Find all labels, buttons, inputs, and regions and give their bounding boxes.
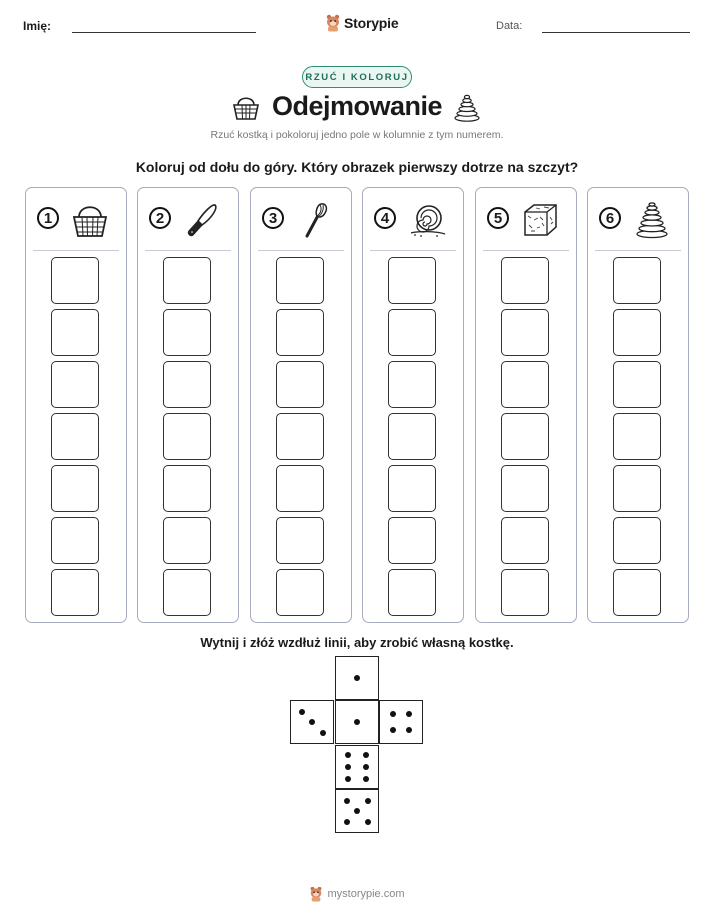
dice-pip (363, 764, 369, 770)
dice-pip (354, 675, 360, 681)
dice-pip (363, 752, 369, 758)
color-cell[interactable] (51, 413, 99, 460)
color-cell[interactable] (388, 257, 436, 304)
column-4 (362, 187, 464, 623)
column-divider (370, 250, 456, 251)
name-line[interactable] (72, 32, 256, 33)
color-cell[interactable] (613, 569, 661, 616)
dice-pip (345, 752, 351, 758)
dice-pip (344, 798, 350, 804)
dice-instruction: Wytnij i złóż wzdłuż linii, aby zrobić własną kostkę. (200, 635, 514, 650)
color-cell[interactable] (613, 257, 661, 304)
dice-pip (354, 808, 360, 814)
color-cell[interactable] (276, 569, 324, 616)
date-line[interactable] (542, 32, 690, 33)
color-cell[interactable] (276, 257, 324, 304)
color-cell[interactable] (501, 413, 549, 460)
name-label: Imię: (23, 19, 52, 33)
column-1 (25, 187, 127, 623)
dice-pip (363, 776, 369, 782)
color-cell[interactable] (163, 465, 211, 512)
color-cell[interactable] (51, 517, 99, 564)
column-header (476, 188, 576, 250)
whisk-icon (295, 200, 335, 240)
brand-name: Storypie (344, 15, 399, 31)
color-cell[interactable] (51, 569, 99, 616)
color-cell[interactable] (613, 309, 661, 356)
knife-icon (182, 200, 222, 240)
column-2 (137, 187, 239, 623)
dice-pip (345, 764, 351, 770)
column-number: 1 (37, 207, 59, 229)
column-divider (483, 250, 569, 251)
column-3 (250, 187, 352, 623)
dice-pip (365, 819, 371, 825)
dice-pip (344, 819, 350, 825)
column-6 (587, 187, 689, 623)
color-cell[interactable] (276, 361, 324, 408)
color-cell[interactable] (501, 465, 549, 512)
dice-face-5[interactable] (335, 789, 379, 833)
dice-pip (345, 776, 351, 782)
dice-face-6[interactable] (335, 745, 379, 789)
storypie-mascot-icon (325, 14, 341, 32)
column-header (26, 188, 126, 250)
color-cell[interactable] (388, 413, 436, 460)
dice-pip (365, 798, 371, 804)
color-cell[interactable] (51, 361, 99, 408)
color-cell[interactable] (501, 361, 549, 408)
column-divider (258, 250, 344, 251)
column-divider (33, 250, 119, 251)
color-cell[interactable] (163, 309, 211, 356)
column-number: 4 (374, 207, 396, 229)
dice-pip (390, 711, 396, 717)
basket-icon (70, 200, 110, 240)
dice-face-4[interactable] (379, 700, 423, 744)
color-cell[interactable] (613, 413, 661, 460)
column-number: 6 (599, 207, 621, 229)
storypie-mascot-icon (309, 886, 323, 902)
color-cell[interactable] (388, 361, 436, 408)
dice-pip (299, 709, 305, 715)
column-number: 3 (262, 207, 284, 229)
color-cell[interactable] (51, 257, 99, 304)
color-cell[interactable] (388, 517, 436, 564)
dice-pip (309, 719, 315, 725)
column-header (251, 188, 351, 250)
column-number: 2 (149, 207, 171, 229)
color-cell[interactable] (388, 569, 436, 616)
column-divider (595, 250, 681, 251)
color-cell[interactable] (163, 413, 211, 460)
dice-face-3[interactable] (290, 700, 334, 744)
dice-pip (390, 727, 396, 733)
color-cell[interactable] (501, 309, 549, 356)
color-cell[interactable] (163, 569, 211, 616)
color-cell[interactable] (163, 257, 211, 304)
color-cell[interactable] (501, 517, 549, 564)
date-label: Data: (496, 20, 523, 32)
dice-pip (406, 711, 412, 717)
page-title: Odejmowanie (271, 91, 443, 121)
hay-bale-icon (520, 200, 560, 240)
column-header (138, 188, 238, 250)
color-cell[interactable] (163, 361, 211, 408)
subtitle: Rzuć kostką i pokoloruj jedno pole w kolumnie z tym numerem. (210, 129, 504, 141)
column-divider (145, 250, 231, 251)
dice-face-1[interactable] (335, 700, 379, 744)
dice-pip (406, 727, 412, 733)
color-cell[interactable] (613, 465, 661, 512)
instruction: Koloruj od dołu do góry. Który obrazek pierwszy dotrze na szczyt? (135, 159, 579, 175)
dice-pip (354, 719, 360, 725)
stacked-stones-icon (453, 92, 481, 122)
brand-logo (325, 13, 398, 33)
color-cell[interactable] (501, 569, 549, 616)
dice-face-1[interactable] (335, 656, 379, 700)
color-cell[interactable] (276, 465, 324, 512)
column-5 (475, 187, 577, 623)
column-number: 5 (487, 207, 509, 229)
color-cell[interactable] (276, 517, 324, 564)
color-cell[interactable] (51, 465, 99, 512)
stacked-stones-icon (632, 200, 672, 240)
color-cell[interactable] (276, 309, 324, 356)
footer-url[interactable]: mystorypie.com (327, 888, 405, 900)
color-cell[interactable] (163, 517, 211, 564)
color-cell[interactable] (276, 413, 324, 460)
dice-net (290, 656, 424, 834)
footer (300, 884, 414, 904)
color-cell[interactable] (388, 309, 436, 356)
color-cell[interactable] (613, 517, 661, 564)
dice-pip (320, 730, 326, 736)
snail-shell-icon (407, 200, 447, 240)
column-header (588, 188, 688, 250)
column-header (363, 188, 463, 250)
color-cell[interactable] (501, 257, 549, 304)
activity-badge: RZUĆ I KOLORUJ (302, 66, 412, 88)
color-cell[interactable] (613, 361, 661, 408)
color-cell[interactable] (388, 465, 436, 512)
color-cell[interactable] (51, 309, 99, 356)
